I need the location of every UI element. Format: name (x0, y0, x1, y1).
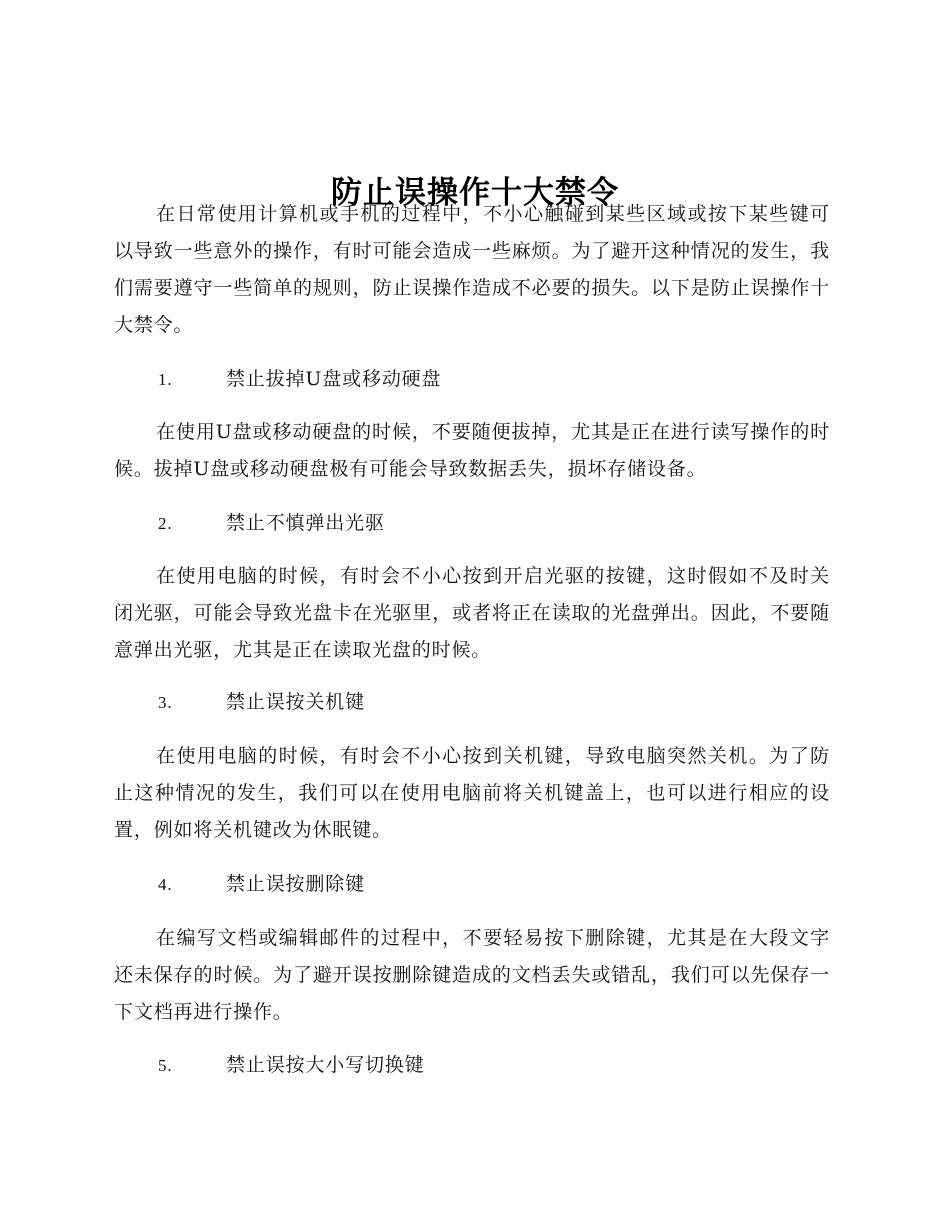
rule-heading-4 (158, 866, 830, 903)
rule-number: 1. (158, 370, 173, 389)
rule-heading-text: 禁止误按删除键 (226, 873, 365, 895)
rule-number: 2. (158, 514, 173, 533)
rule-heading-1 (158, 361, 830, 398)
rule-body-1: 在使用U盘或移动硬盘的时候，不要随便拔掉，尤其是正在进行读写操作的时候。拔掉U盘或移动硬盘极有可能会导致数据丢失，损坏存储设备。 (114, 421, 830, 480)
rule-heading-2 (158, 505, 830, 542)
page-title: 防止误操作十大禁令 (331, 174, 619, 211)
rule-number: 5. (158, 1056, 173, 1075)
rule-heading-text: 禁止不慎弹出光驱 (226, 512, 385, 534)
rule-body-2: 在使用电脑的时候，有时会不小心按到开启光驱的按键，这时假如不及时关闭光驱，可能会导致光盘卡在光驱里，或者将正在读取的光盘弹出。因此，不要随意弹出光驱，尤其是正在读取光盘的时候。 (114, 565, 830, 661)
rule-heading-text: 禁止误按关机键 (226, 691, 365, 713)
rule-body-3: 在使用电脑的时候，有时会不小心按到关机键，导致电脑突然关机。为了防止这种情况的发生，我们可以在使用电脑前将关机键盖上，也可以进行相应的设置，例如将关机键改为休眠键。 (114, 745, 830, 841)
rule-heading-text: 禁止误按大小写切换键 (226, 1054, 425, 1076)
intro-paragraph: 在日常使用计算机或手机的过程中，不小心触碰到某些区域或按下某些键可以导致一些意外的操作，有时可能会造成一些麻烦。为了避开这种情况的发生，我们需要遵守一些简单的规则，防止误操作造成不必要的损失。以下是防止误操作十大禁令。 (114, 203, 830, 336)
rule-body-4: 在编写文档或编辑邮件的过程中，不要轻易按下删除键，尤其是在大段文字还未保存的时候。为了避开误按删除键造成的文档丢失或错乱，我们可以先保存一下文档再进行操作。 (114, 927, 830, 1023)
rule-number: 3. (158, 693, 173, 712)
rule-heading-text: 禁止拔掉U盘或移动硬盘 (226, 368, 442, 390)
rule-number: 4. (158, 875, 173, 894)
rule-heading-3 (158, 684, 830, 721)
rule-heading-5 (158, 1047, 830, 1084)
